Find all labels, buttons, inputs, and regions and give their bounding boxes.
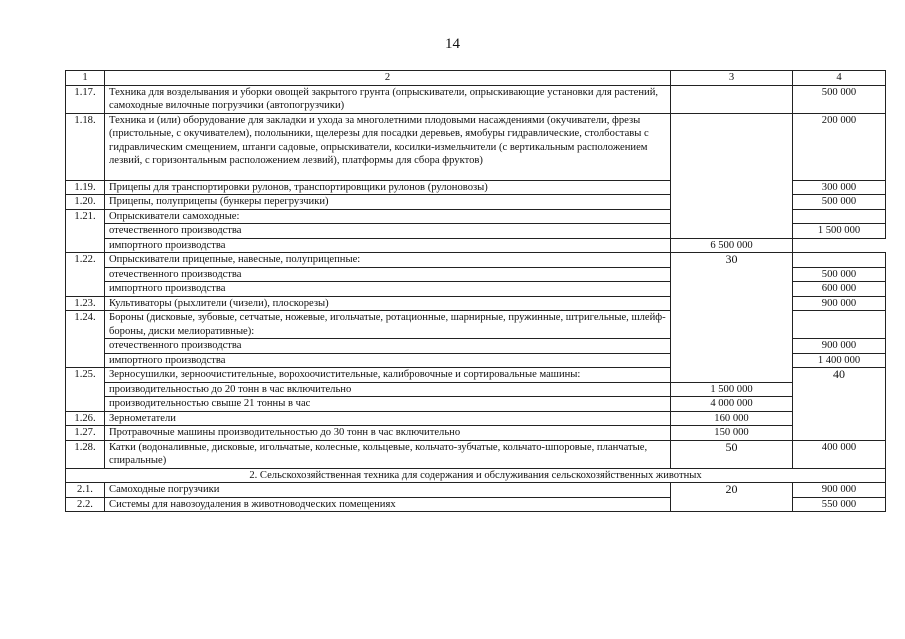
header-row: [66, 71, 886, 86]
row-text: Самоходные погрузчики: [105, 483, 671, 498]
rate-cell: 50: [671, 440, 793, 468]
row-number: 1.27.: [66, 426, 105, 441]
row-text: импортного производства: [105, 353, 671, 368]
table-row: [66, 382, 886, 397]
row-amount: 600 000: [793, 282, 886, 297]
row-text: отечественного производства: [105, 267, 671, 282]
row-number: 1.21.: [66, 209, 105, 253]
table-row: [66, 85, 886, 113]
row-number: 1.17.: [66, 85, 105, 113]
row-amount: 1 400 000: [793, 353, 886, 368]
header-cell: 1: [66, 71, 105, 86]
row-text: Зернометатели: [105, 411, 671, 426]
section-row: [66, 468, 886, 483]
row-number: 1.25.: [66, 368, 105, 412]
rate-cell: [671, 113, 793, 238]
row-number: 1.26.: [66, 411, 105, 426]
table-row: [66, 411, 886, 426]
row-amount: 900 000: [793, 483, 886, 498]
row-amount: [793, 253, 886, 268]
row-text: производительностью свыше 21 тонны в час: [105, 397, 671, 412]
equipment-table: [65, 70, 886, 512]
row-text: Техника для возделывания и уборки овощей закрытого грунта (опрыскиватели, опрыскивающие установки для растений, самоходные вилочные погрузчики (автопогрузчики): [105, 85, 671, 113]
row-amount: 1 500 000: [793, 224, 886, 239]
row-amount: 500 000: [793, 85, 886, 113]
row-amount: 400 000: [793, 440, 886, 468]
row-text: Катки (водоналивные, дисковые, игольчатые, колесные, кольцевые, кольчато-зубчатые, кольчато-шпоровые, планчатые, спиральные): [105, 440, 671, 468]
table-row: [66, 253, 886, 268]
row-amount: 500 000: [793, 267, 886, 282]
row-text: Прицепы для транспортировки рулонов, транспортировщики рулонов (рулоновозы): [105, 180, 671, 195]
section-heading: 2. Сельскохозяйственная техника для содержания и обслуживания сельскохозяйственных животных: [66, 468, 886, 483]
rate-cell: 20: [671, 483, 793, 512]
row-amount: 200 000: [793, 113, 886, 180]
row-amount: 500 000: [793, 195, 886, 210]
row-number: 1.22.: [66, 253, 105, 297]
row-amount: 150 000: [671, 426, 793, 441]
row-number: 1.19.: [66, 180, 105, 195]
row-text: Культиваторы (рыхлители (чизели), плоскорезы): [105, 296, 671, 311]
row-text: Опрыскиватели прицепные, навесные, полуприцепные:: [105, 253, 671, 268]
row-number: 1.28.: [66, 440, 105, 468]
header-cell: 3: [671, 71, 793, 86]
row-amount: 6 500 000: [671, 238, 793, 253]
table-row: [66, 483, 886, 498]
row-number: 1.20.: [66, 195, 105, 210]
row-text: Техника и (или) оборудование для закладки и ухода за многолетними плодовыми насаждениями (окучиватели, фрезы (пристольные, с окучивателем), пололыники, щелерезы для посадки деревьев, ямобуры гидравлические, столбоставы с гидравлическим смещением, штанги садовые, опрыскиватели, косилки-измельчители (с вертикальным расположением лезвий, с горизонтальным расположением лезвий), платформы для сбора фруктов): [105, 113, 671, 180]
row-text: Опрыскиватели самоходные:: [105, 209, 671, 224]
row-amount: 1 500 000: [671, 382, 793, 397]
header-cell: 2: [105, 71, 671, 86]
row-text: Прицепы, полуприцепы (бункеры перегрузчики): [105, 195, 671, 210]
row-text: импортного производства: [105, 282, 671, 297]
row-text: Бороны (дисковые, зубовые, сетчатые, ножевые, игольчатые, ротационные, шарнирные, пружинные, штригельные, шлейф-бороны, диски мелиоративные):: [105, 311, 671, 339]
row-text: импортного производства: [105, 238, 671, 253]
row-amount: 550 000: [793, 497, 886, 512]
row-amount: 4 000 000: [671, 397, 793, 412]
table-row: [66, 426, 886, 441]
rate-cell: [671, 85, 793, 113]
row-amount: [793, 209, 886, 224]
row-amount: 900 000: [793, 339, 886, 354]
row-number: 1.18.: [66, 113, 105, 180]
row-text: Протравочные машины производительностью до 30 тонн в час включительно: [105, 426, 671, 441]
row-text: отечественного производства: [105, 224, 671, 239]
header-cell: 4: [793, 71, 886, 86]
row-text: Зерносушилки, зерноочистительные, ворохоочистительные, калибровочные и сортировальные машины:: [105, 368, 671, 383]
rate-cell: 30: [671, 253, 793, 383]
row-number: 1.24.: [66, 311, 105, 368]
row-number: 2.1.: [66, 483, 105, 498]
row-text: отечественного производства: [105, 339, 671, 354]
row-amount: 300 000: [793, 180, 886, 195]
table-row: [66, 113, 886, 180]
table-row: [66, 397, 886, 412]
row-number: 2.2.: [66, 497, 105, 512]
page-number: 14: [445, 36, 460, 52]
table-row: [66, 238, 886, 253]
row-number: 1.23.: [66, 296, 105, 311]
row-text: производительностью до 20 тонн в час включительно: [105, 382, 671, 397]
rate-cell: 40: [793, 368, 886, 441]
row-text: Системы для навозоудаления в животноводческих помещениях: [105, 497, 671, 512]
row-amount: [793, 311, 886, 339]
row-amount: 900 000: [793, 296, 886, 311]
row-amount: 160 000: [671, 411, 793, 426]
table-row: [66, 440, 886, 468]
